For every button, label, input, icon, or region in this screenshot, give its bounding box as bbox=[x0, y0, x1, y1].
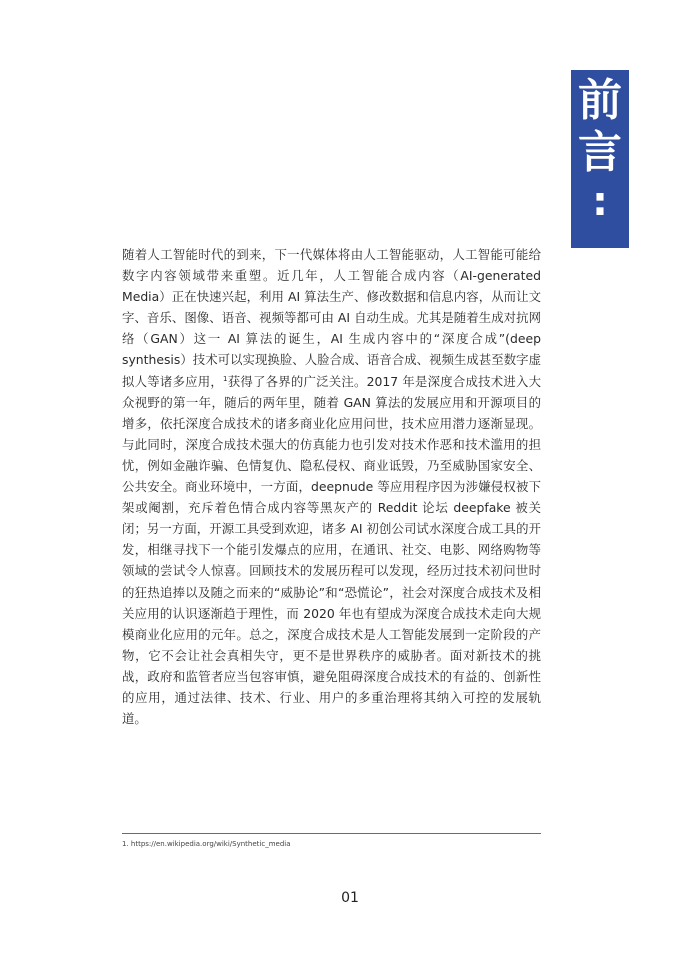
section-title-colon: : bbox=[592, 179, 608, 225]
body-paragraph bbox=[122, 244, 541, 729]
section-title-char-2: 言 bbox=[578, 127, 622, 178]
body-text-part-2: 获得了各界的广泛关注。2017 年是深度合成技术进入大众视野的第一年，随后的两年里，随着 GAN 算法的发展应用和开源项目的增多，依托深度合成技术的诸多商业化应用问世，技术应用潜力逐渐显现。与此同时，深度合成技术强大的仿真能力也引发对技术作恶和技术滥用的担忧，例如金融诈骗、色情复仇、隐私侵权、商业诋毁，乃至威胁国家安全、公共安全。商业环境中，一方面，deepnude 等应用程序因为涉嫌侵权被下架或阉割，充斥着色情合成内容等黑灰产的 Reddit 论坛 deepfake 被关闭；另一方面，开源工具受到欢迎，诸多 AI 初创公司试水深度合成工具的开发，相继寻找下一个能引发爆点的应用，在通讯、社交、电影、网络购物等领域的尝试令人惊喜。回顾技术的发展历程可以发现，经历过技术初问世时的狂热追捧以及随之而来的“威胁论”和“恐慌论”，社会对深度合成技术及相关应用的认识逐渐趋于理性，而 2020 年也有望成为深度合成技术走向大规模商业化应用的元年。总之，深度合成技术是人工智能发展到一定阶段的产物，它不会让社会真相失守，更不是世界秩序的威胁者。面对新技术的挑战，政府和监管者应当包容审慎，避免阻碍深度合成技术的有益的、创新性的应用，通过法律、技术、行业、用户的多重治理将其纳入可控的发展轨道。 bbox=[122, 373, 542, 727]
footnote-divider bbox=[122, 833, 541, 834]
footnote-text: 1. https://en.wikipedia.org/wiki/Synthetic_media bbox=[122, 840, 291, 848]
page-number: 01 bbox=[341, 890, 359, 906]
section-title-tab bbox=[571, 70, 629, 248]
section-title-char-1: 前 bbox=[578, 75, 622, 126]
body-text-part-1: 随着人工智能时代的到来，下一代媒体将由人工智能驱动，人工智能可能给数字内容领域带来重塑。近几年，人工智能合成内容（AI-generated Media）正在快速兴起，利用 AI 算法生产、修改数据和信息内容，从而让文字、音乐、图像、语音、视频等都可由 AI 自动生成。尤其是随着生成对抗网络（GAN）这一 AI 算法的诞生，AI 生成内容中的“深度合成”(deep synthesis）技术可以实现换脸、人脸合成、语音合成、视频生成甚至数字虚拟人等诸多应用， bbox=[122, 247, 541, 389]
footnote-marker[interactable]: 1 bbox=[223, 374, 228, 383]
